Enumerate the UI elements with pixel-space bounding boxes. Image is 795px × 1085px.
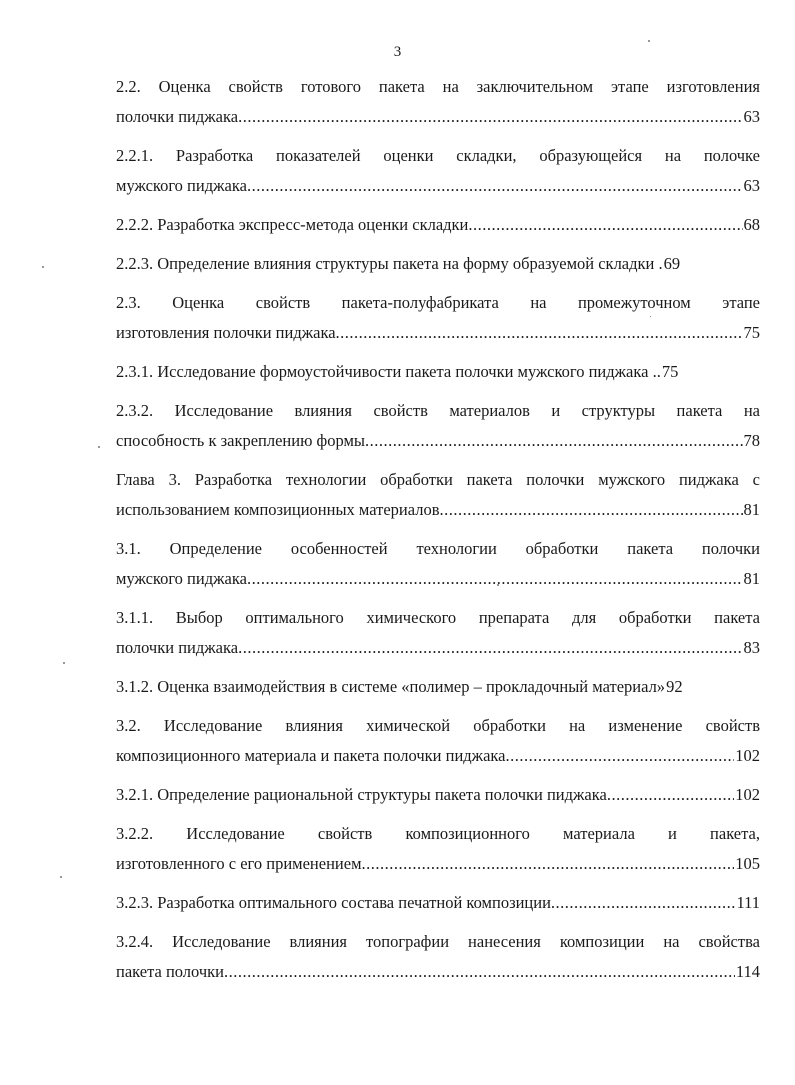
toc-entry-last-line — [116, 210, 760, 240]
dot-leader — [224, 957, 735, 987]
toc-entry-title: полочки пиджака — [116, 638, 239, 657]
toc-entry-last-line — [116, 633, 760, 663]
toc-entry-title: способность к закреплению формы — [116, 431, 365, 450]
toc-entry-page: 83 — [743, 638, 760, 657]
toc-entry-last-line — [116, 357, 760, 387]
scan-speck — [497, 584, 499, 586]
toc-entry-title: использованием композиционных материалов — [116, 500, 440, 519]
dot-leader — [468, 210, 742, 240]
toc-entry — [116, 711, 760, 771]
toc-entry-last-line — [116, 318, 760, 348]
toc-entry-last-line — [116, 426, 760, 456]
toc-entry-page: 114 — [735, 962, 760, 981]
toc-entry-page: 69 — [663, 254, 681, 273]
toc-entry-last-line — [116, 672, 760, 702]
dot-leader — [238, 633, 742, 663]
toc-entry-line: 2.3.2. Исследование влияния свойств материалов и структуры пакета на — [116, 401, 760, 420]
toc-entry-page: 75 — [661, 362, 679, 381]
toc-entry-title: композиционного материала и пакета полочки пиджака — [116, 746, 506, 765]
toc-entry — [116, 672, 760, 702]
toc-entry-title: 2.2.3. Определение влияния структуры пакета на форму образуемой складки . — [116, 254, 663, 273]
toc-entry-line: 3.2.2. Исследование свойств композиционного материала и пакета, — [116, 824, 760, 843]
toc-entry — [116, 396, 760, 456]
scan-speck — [648, 40, 650, 42]
scan-speck — [98, 446, 100, 448]
toc-entry-last-line — [116, 888, 760, 918]
toc-entry-page: 105 — [735, 854, 760, 873]
toc-entry-title: 3.2.1. Определение рациональной структуры пакета полочки пиджака — [116, 785, 607, 804]
toc-entry-line: Глава 3. Разработка технологии обработки пакета полочки мужского пиджака с — [116, 470, 760, 489]
toc-entry — [116, 465, 760, 525]
toc-entry-last-line — [116, 957, 760, 987]
toc-entry — [116, 210, 760, 240]
toc-entry-last-line — [116, 849, 760, 879]
toc-entry-page: 111 — [736, 893, 760, 912]
scan-speck — [63, 662, 65, 664]
toc-entry-line: 3.1. Определение особенностей технологии обработки пакета полочки — [116, 539, 760, 558]
toc-entry-title: полочки пиджака — [116, 107, 239, 126]
toc-entry-title: 3.1.2. Оценка взаимодействия в системе «полимер – прокладочный материал» — [116, 677, 666, 696]
dot-leader — [238, 102, 742, 132]
table-of-contents — [116, 72, 760, 987]
toc-entry — [116, 927, 760, 987]
toc-entry-last-line — [116, 741, 760, 771]
toc-entry-line: 3.1.1. Выбор оптимального химического препарата для обработки пакета — [116, 608, 760, 627]
dot-leader — [607, 780, 734, 810]
dot-leader — [336, 318, 743, 348]
scan-speck — [60, 876, 62, 878]
toc-entry-title: пакета полочки — [116, 962, 225, 981]
toc-entry-title: мужского пиджака — [116, 569, 247, 588]
toc-entry-page: 81 — [743, 569, 760, 588]
dot-leader — [247, 564, 743, 594]
toc-entry-title: 3.2.3. Разработка оптимального состава печатной композиции — [116, 893, 551, 912]
toc-entry — [116, 141, 760, 201]
scan-speck — [650, 316, 651, 317]
toc-entry — [116, 534, 760, 594]
dot-leader — [551, 888, 736, 918]
dot-leader — [362, 849, 735, 879]
toc-entry-title: изготовленного с его применением — [116, 854, 362, 873]
dot-leader — [365, 426, 743, 456]
toc-entry-line: 2.2.1. Разработка показателей оценки складки, образующейся на полочке — [116, 146, 760, 165]
toc-entry-line: 3.2. Исследование влияния химической обработки на изменение свойств — [116, 716, 760, 735]
toc-entry-page: 63 — [743, 107, 760, 126]
toc-entry-last-line — [116, 780, 760, 810]
toc-entry-page: 102 — [735, 746, 760, 765]
toc-entry-title: 2.3.1. Исследование формоустойчивости пакета полочки мужского пиджака .. — [116, 362, 661, 381]
toc-entry — [116, 888, 760, 918]
toc-entry — [116, 249, 760, 279]
toc-entry-page: 92 — [666, 677, 683, 696]
toc-entry-page: 78 — [743, 431, 760, 450]
toc-entry — [116, 72, 760, 132]
toc-entry-last-line — [116, 249, 760, 279]
toc-entry-title: мужского пиджака — [116, 176, 247, 195]
toc-entry-title: 2.2.2. Разработка экспресс-метода оценки складки — [116, 215, 469, 234]
toc-entry — [116, 603, 760, 663]
toc-entry-line: 3.2.4. Исследование влияния топографии нанесения композиции на свойства — [116, 932, 760, 951]
toc-entry-page: 75 — [743, 323, 760, 342]
dot-leader — [505, 741, 734, 771]
toc-entry — [116, 288, 760, 348]
toc-entry-last-line — [116, 495, 760, 525]
toc-entry-page: 68 — [743, 215, 760, 234]
toc-entry — [116, 819, 760, 879]
toc-entry-line: 2.3. Оценка свойств пакета-полуфабриката на промежуточном этапе — [116, 293, 760, 312]
toc-entry-line: 2.2. Оценка свойств готового пакета на заключительном этапе изготовления — [116, 77, 760, 96]
dot-leader — [440, 495, 743, 525]
toc-entry-last-line — [116, 171, 760, 201]
toc-entry-page: 81 — [743, 500, 760, 519]
toc-entry — [116, 357, 760, 387]
toc-entry-title: изготовления полочки пиджака — [116, 323, 336, 342]
toc-entry — [116, 780, 760, 810]
scan-speck — [42, 266, 44, 268]
toc-entry-page: 63 — [743, 176, 760, 195]
toc-entry-page: 102 — [735, 785, 760, 804]
toc-entry-last-line — [116, 564, 760, 594]
toc-entry-last-line — [116, 102, 760, 132]
dot-leader — [247, 171, 743, 201]
page-number: 3 — [393, 44, 402, 60]
